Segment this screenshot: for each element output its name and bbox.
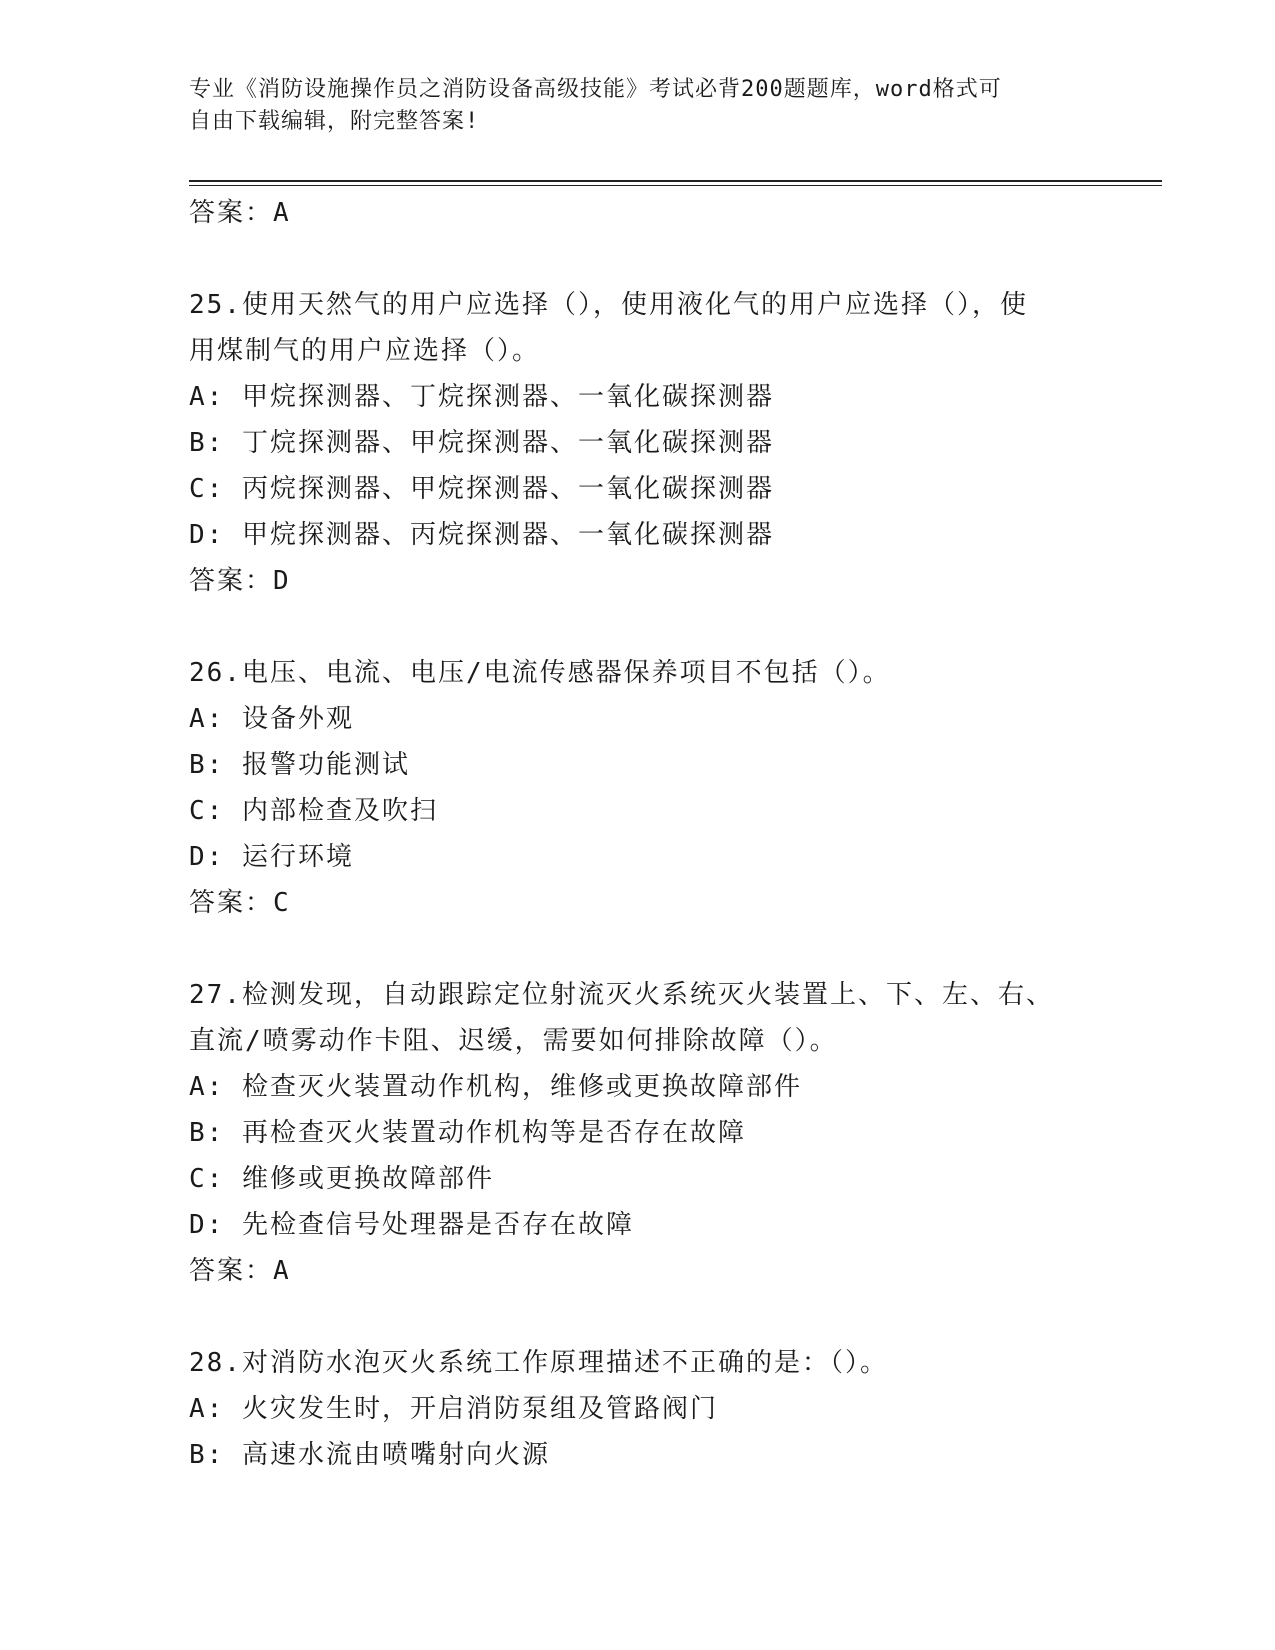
option-a: A: 火灾发生时，开启消防泵组及管路阀门 xyxy=(189,1394,718,1424)
answer-line: 答案：C xyxy=(189,888,291,918)
header-line-1: 专业《消防设施操作员之消防设备高级技能》考试必背200题题库，word格式可 xyxy=(189,77,1002,102)
option-b: B: 报警功能测试 xyxy=(189,750,410,780)
question-block xyxy=(189,972,1149,1294)
document-body xyxy=(189,190,1149,1478)
spacer xyxy=(189,1294,1149,1340)
option-d: D: 运行环境 xyxy=(189,842,354,872)
question-block xyxy=(189,650,1149,926)
option-a: A: 设备外观 xyxy=(189,704,354,734)
option-d: D: 甲烷探测器、丙烷探测器、一氧化碳探测器 xyxy=(189,520,774,550)
question-title-line: 直流/喷雾动作卡阻、迟缓，需要如何排除故障（）。 xyxy=(189,1026,838,1056)
option-a: A: 甲烷探测器、丁烷探测器、一氧化碳探测器 xyxy=(189,382,774,412)
question-title-line: 用煤制气的用户应选择（）。 xyxy=(189,336,541,366)
option-b: B: 丁烷探测器、甲烷探测器、一氧化碳探测器 xyxy=(189,428,774,458)
option-b: B: 再检查灭火装置动作机构等是否存在故障 xyxy=(189,1118,746,1148)
answer-line: 答案：D xyxy=(189,566,291,596)
question-title-line: 28.对消防水泡灭火系统工作原理描述不正确的是：（）。 xyxy=(189,1348,888,1378)
answer-line: 答案：A xyxy=(189,1256,291,1286)
header-line-2: 自由下载编辑，附完整答案! xyxy=(189,109,480,134)
answer-line: 答案：A xyxy=(189,198,291,228)
option-a: A: 检查灭火装置动作机构，维修或更换故障部件 xyxy=(189,1072,802,1102)
question-block xyxy=(189,1340,1149,1478)
spacer xyxy=(189,926,1149,972)
option-b: B: 高速水流由喷嘴射向火源 xyxy=(189,1440,550,1470)
option-c: C: 维修或更换故障部件 xyxy=(189,1164,494,1194)
option-c: C: 内部检查及吹扫 xyxy=(189,796,438,826)
question-block xyxy=(189,282,1149,604)
spacer xyxy=(189,236,1149,282)
spacer xyxy=(189,604,1149,650)
question-title-line: 25.使用天然气的用户应选择（），使用液化气的用户应选择（），使 xyxy=(189,290,1028,320)
header-divider xyxy=(189,180,1162,186)
option-d: D: 先检查信号处理器是否存在故障 xyxy=(189,1210,634,1240)
question-title-line: 26.电压、电流、电压/电流传感器保养项目不包括（）。 xyxy=(189,658,891,688)
question-title-line: 27.检测发现，自动跟踪定位射流灭火系统灭火装置上、下、左、右、 xyxy=(189,980,1054,1010)
option-c: C: 丙烷探测器、甲烷探测器、一氧化碳探测器 xyxy=(189,474,774,504)
page-header xyxy=(189,74,1089,138)
